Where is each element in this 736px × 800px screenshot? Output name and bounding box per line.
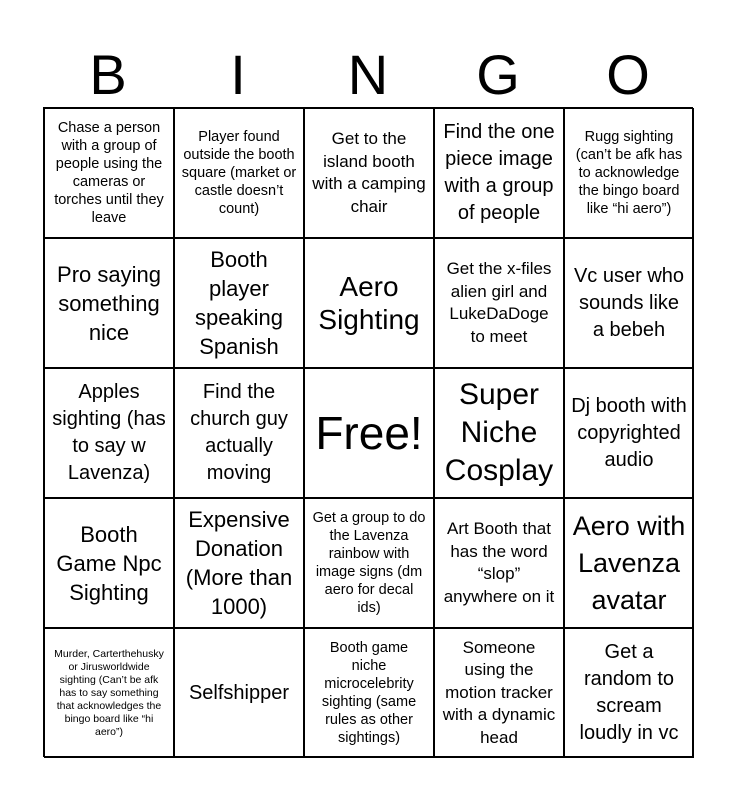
bingo-cell-5-3[interactable] [304, 628, 434, 758]
free-space-cell[interactable] [304, 368, 434, 498]
cell-text: Apples sighting (has to say w Lavenza) [52, 381, 166, 484]
cell-text: Chase a person with a group of people using the cameras or torches until they leave [54, 120, 164, 226]
cell-text: Vc user who sounds like a bebeh [573, 264, 685, 341]
free-space-text: Free! [315, 407, 423, 459]
cell-text: Booth player speaking Spanish [194, 247, 284, 359]
bingo-cell-3-2[interactable] [174, 368, 304, 498]
bingo-cell-3-1[interactable] [44, 368, 174, 498]
bingo-cell-2-2[interactable] [174, 238, 304, 368]
bingo-cell-5-4[interactable] [434, 628, 564, 758]
cell-text: Super Niche Cosplay [444, 378, 554, 487]
bingo-cell-2-5[interactable] [564, 238, 694, 368]
cell-text: Booth game niche microcelebrity sighting (same rules as other sightings) [321, 640, 417, 746]
cell-text: Find the church guy actually moving [190, 381, 288, 484]
cell-text: Player found outside the booth square (market or castle doesn’t count) [181, 129, 297, 217]
bingo-cell-5-2[interactable] [174, 628, 304, 758]
bingo-cell-4-4[interactable] [434, 498, 564, 628]
cell-text: Selfshipper [188, 682, 290, 704]
bingo-cell-1-5[interactable] [564, 108, 694, 238]
cell-text: Aero with Lavenza avatar [572, 510, 686, 615]
cell-text: Get a random to scream loudly in vc [579, 641, 679, 744]
bingo-cell-1-2[interactable] [174, 108, 304, 238]
cell-text: Find the one piece image with a group of people [443, 121, 555, 224]
header-letter-o: O [606, 43, 650, 106]
bingo-cell-1-1[interactable] [44, 108, 174, 238]
cell-text: Get a group to do the Lavenza rainbow with image signs (dm aero for decal ids) [312, 510, 426, 616]
cell-text: Booth Game Npc Sighting [56, 521, 162, 605]
cell-text: Rugg sighting (can’t be afk has to acknowledge the bingo board like “hi aero”) [575, 129, 683, 217]
bingo-cell-1-4[interactable] [434, 108, 564, 238]
bingo-cell-2-4[interactable] [434, 238, 564, 368]
bingo-cell-2-1[interactable] [44, 238, 174, 368]
bingo-cell-1-3[interactable] [304, 108, 434, 238]
cell-text: Someone using the motion tracker with a dynamic head [442, 637, 556, 747]
cell-text: Murder, Carterthehusky or Jirusworldwide sighting (Can’t be afk has to say something that acknowledges the bingo board like “hi aero”) [54, 647, 164, 738]
header-letter-n: N [347, 43, 389, 106]
bingo-cell-4-3[interactable] [304, 498, 434, 628]
bingo-cell-3-4[interactable] [434, 368, 564, 498]
header-letter-b: B [89, 43, 127, 106]
bingo-cell-3-5[interactable] [564, 368, 694, 498]
cell-text: Pro saying something nice [57, 261, 161, 345]
bingo-board [43, 107, 693, 757]
bingo-cell-4-5[interactable] [564, 498, 694, 628]
header-letter-i: I [230, 43, 246, 106]
bingo-cell-2-3[interactable] [304, 238, 434, 368]
bingo-cell-5-5[interactable] [564, 628, 694, 758]
cell-text: Aero Sighting [318, 271, 420, 335]
bingo-cell-4-1[interactable] [44, 498, 174, 628]
bingo-cell-4-2[interactable] [174, 498, 304, 628]
cell-text: Expensive Donation (More than 1000) [185, 507, 293, 619]
cell-text: Dj booth with copyrighted audio [571, 394, 687, 471]
bingo-cell-5-1[interactable] [44, 628, 174, 758]
cell-text: Get the x-files alien girl and LukeDaDoge to meet [446, 259, 552, 346]
cell-text: Art Booth that has the word “slop” anywhere on it [443, 519, 555, 606]
bingo-header [43, 40, 693, 110]
header-letter-g: G [476, 43, 520, 106]
cell-text: Get to the island booth with a camping chair [312, 129, 426, 216]
